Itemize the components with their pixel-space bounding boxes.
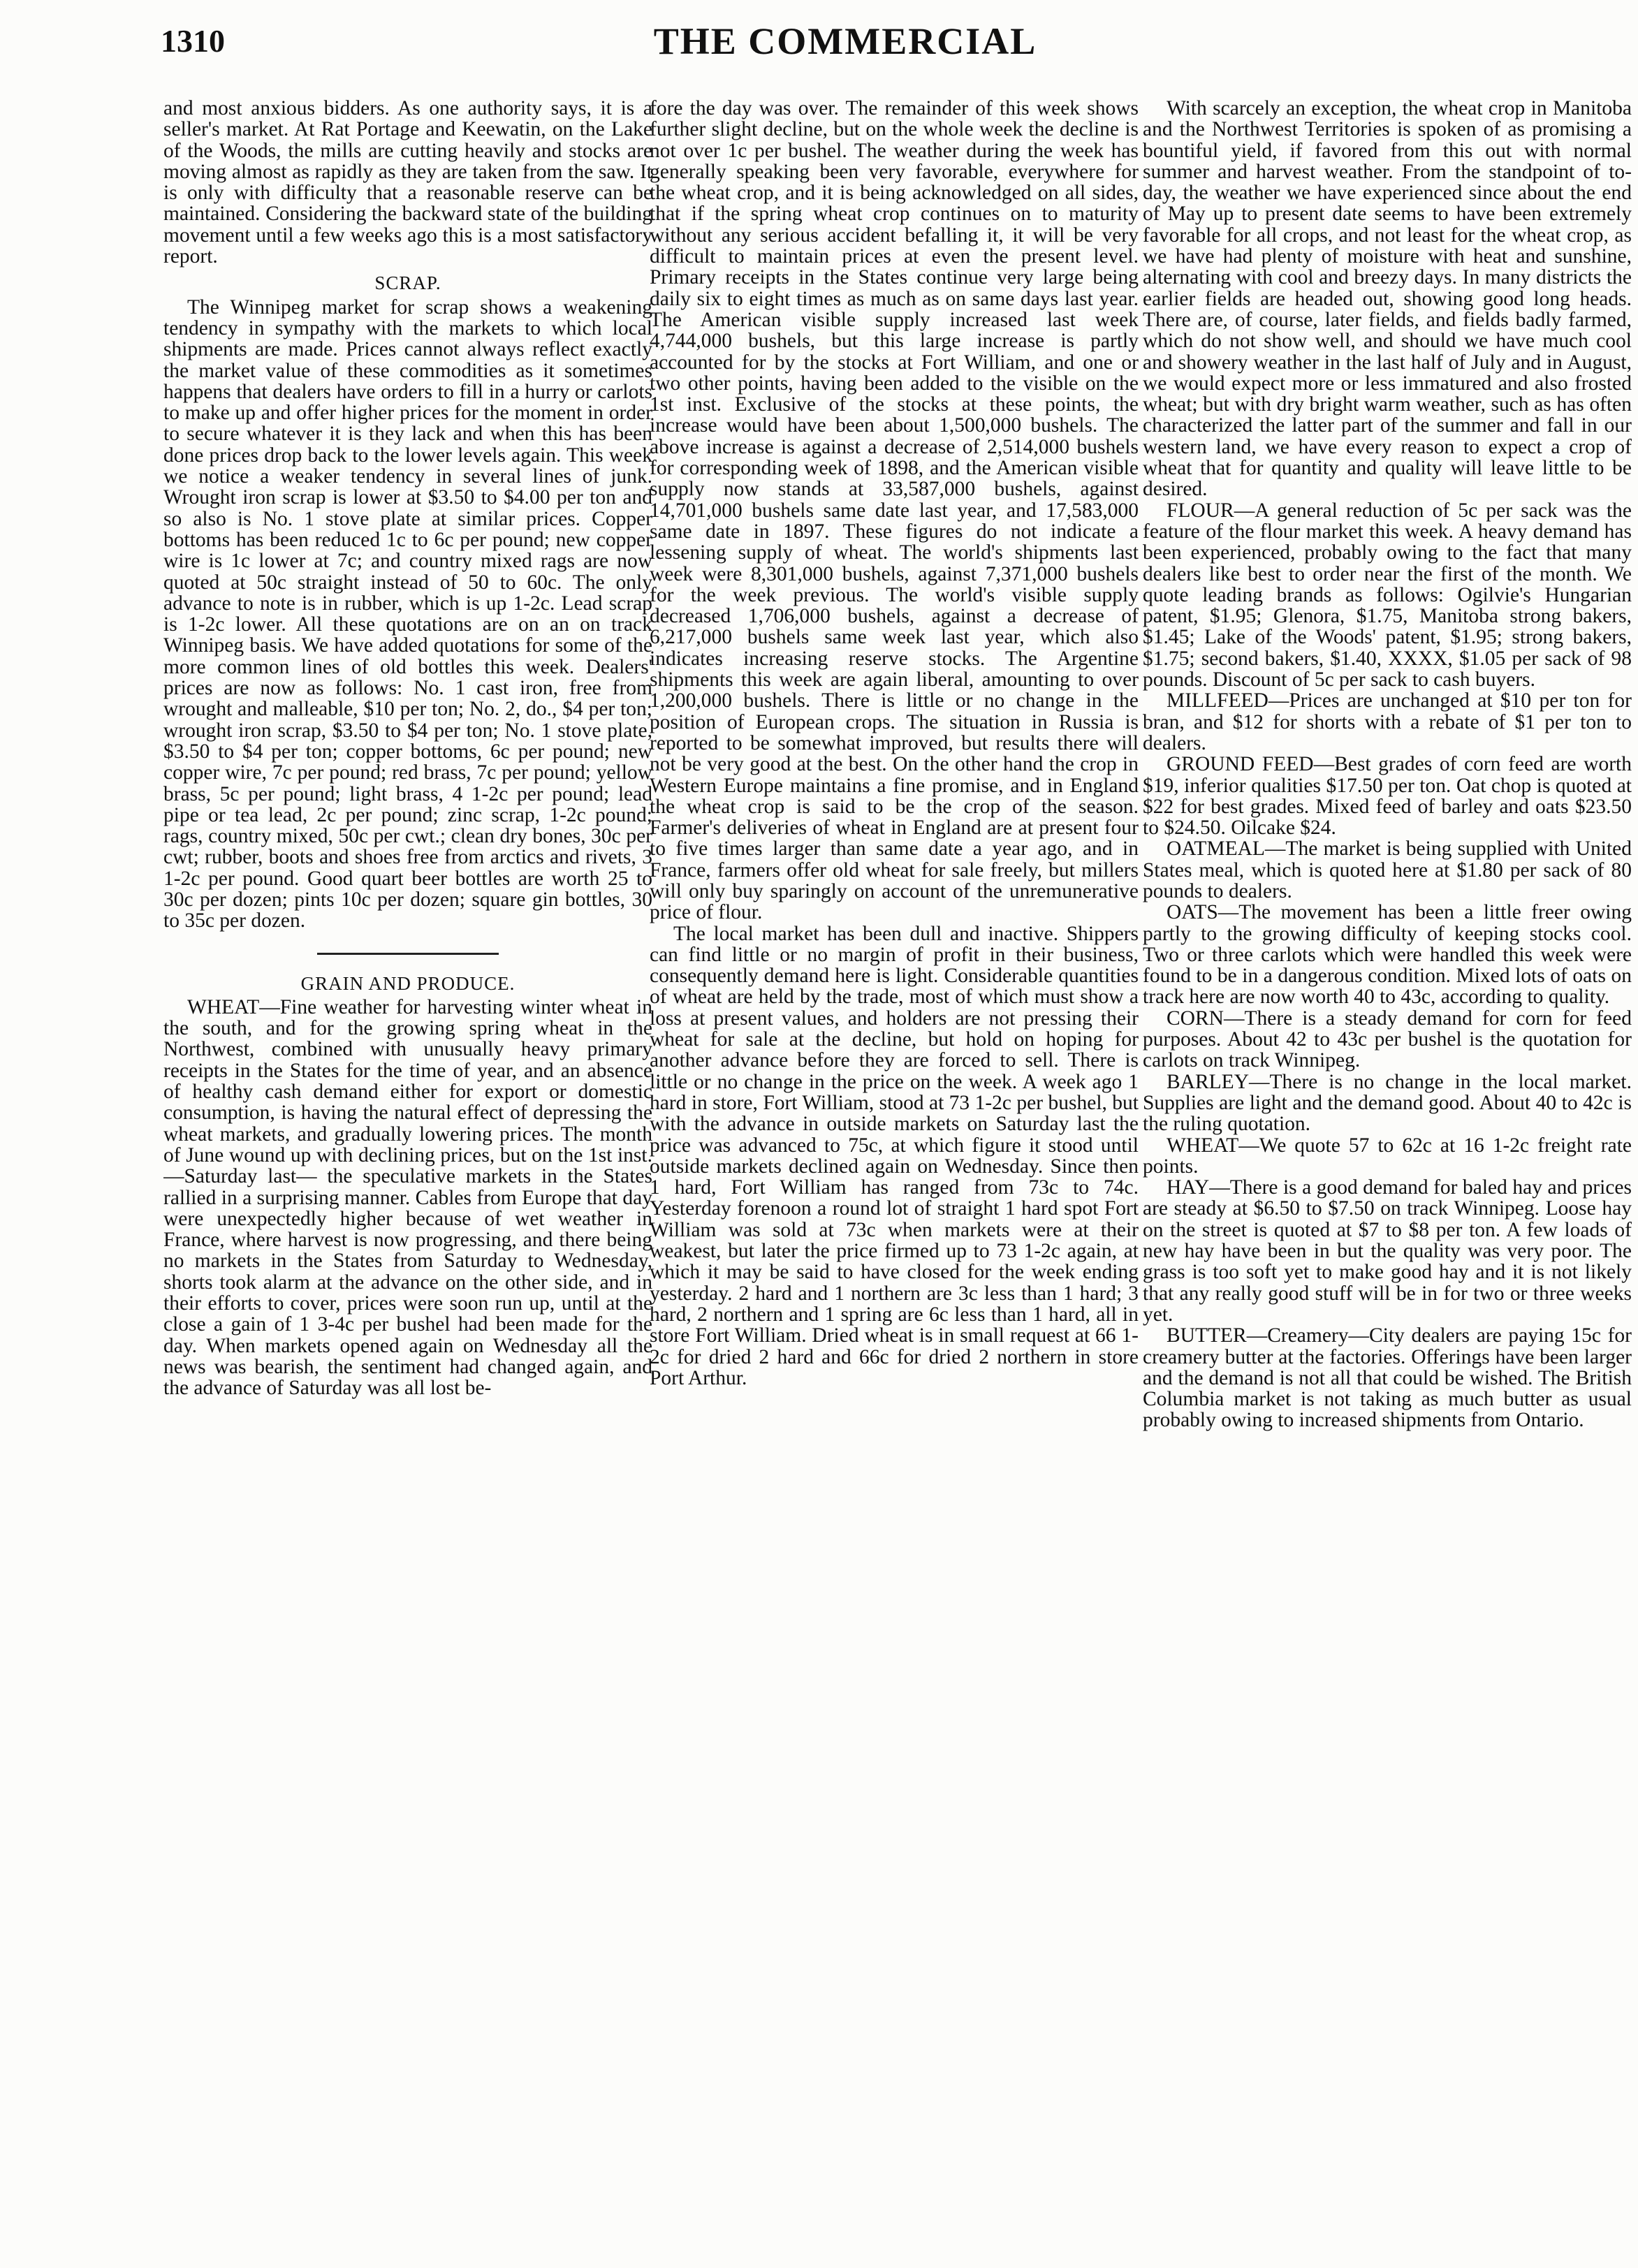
oatmeal-paragraph: OATMEAL—The market is being supplied with United States meal, which is quoted here at $1.80 per sack of 80 pounds to dealers. bbox=[1143, 837, 1632, 902]
section-divider bbox=[317, 953, 499, 955]
local-market-paragraph: The local market has been dull and inactive. Shippers can find little or no margin of profit in their business, consequently demand here is light. Considerable quantities of wheat are held by the trade, most of which must show a loss at present values, and holders are not pressing their wheat for sale at the decline, but hold on hoping for another advance before they are forced to sell. There is little or no change in the price on the week. A week ago 1 hard in store, Fort William, stood at 73 1-2c per bushel, but with the advance in outside markets on Saturday last the price was advanced to 75c, at which figure it stood until outside markets declined again on Wednesday. Since then 1 hard, Fort William has ranged from 73c to 74c. Yesterday forenoon a round lot of straight 1 hard spot Fort William was sold at 73c when markets were at their weakest, but later the price firmed up to 73 1-2c again, at which it may be said to have closed for the week ending yesterday. 2 hard and 1 northern are 3c less than 1 hard; 3 hard, 2 northern and 1 spring are 6c less than 1 hard, all in store Fort William. Dried wheat is in small request at 66 1-2c for dried 2 hard and 66c for dried 2 northern in store Port Arthur. bbox=[650, 922, 1139, 1389]
lumber-continuation-paragraph: and most anxious bidders. As one authority says, it is a seller's market. At Rat Portage and Keewatin, on the Lake of the Woods, the mills are cutting heavily and stocks are moving almost as rapidly as they are taken from the saw. It is only with difficulty that a reasonable reserve can be maintained. Considering the backward state of the building movement until a few weeks ago this is a most satisfactory report. bbox=[163, 98, 652, 268]
barley-paragraph: BARLEY—There is no change in the local market. Supplies are light and the demand good. About 40 to 42c is the ruling quotation. bbox=[1143, 1070, 1632, 1136]
millfeed-paragraph: MILLFEED—Prices are unchanged at $10 per ton for bran, and $12 for shorts with a rebate of $1 per ton to dealers. bbox=[1143, 689, 1632, 754]
scrap-heading: SCRAP. bbox=[374, 272, 441, 294]
scrap-paragraph: The Winnipeg market for scrap shows a weakening tendency in sympathy with the markets to which local shipments are made. Prices cannot always reflect exactly the market value of these commodities as it sometimes happens that dealers have orders to fill in a hurry or carlots to make up and offer higher prices for the moment in order to secure whatever it is they lack and when this has been done prices drop back to the lower levels again. This week we notice a weaker tendency in several lines of junk. Wrought iron scrap is lower at $3.50 to $4.00 per ton and so also is No. 1 stove plate at similar prices. Copper bottoms has been reduced 1c to 6c per pound; new copper wire is 1c lower at 7c; and country mixed rags are now quoted at 50c straight instead of 50 to 60c. The only advance to note is in rubber, which is up 1-2c. Lead scrap is 1-2c lower. All these quotations are on an on track Winnipeg basis. We have added quotations for some of the more common lines of old bottles this week. Dealers' prices are now as follows: No. 1 cast iron, free from wrought and malleable, $10 per ton; No. 2, do., $4 per ton; wrought iron scrap, $3.50 to $4 per ton; No. 1 stove plate, $3.50 to $4 per ton; copper bottoms, 6c per pound; new copper wire, 7c per pound; red brass, 7c per pound; yellow brass, 5c per pound; light brass, 4 1-2c per pound; lead pipe or tea lead, 2c per pound; zinc scrap, 1-2c pound; rags, country mixed, 50c per cwt.; clean dry bones, 30c per cwt; rubber, boots and shoes free from arctics and rivets, 3 1-2c per pound. Good quart beer bottles are worth 25 to 30c per dozen; pints 10c per dozen; square gin bottles, 30 to 35c per dozen. bbox=[163, 295, 652, 932]
flour-paragraph: FLOUR—A general reduction of 5c per sack was the feature of the flour market this week. A heavy demand has been experienced, probably owing to the fact that many dealers like best to order near the first of the month. We quote leading brands as follows: Ogilvie's Hungarian patent, $1.95; Glenora, $1.75, Manitoba strong bakers, $1.45; Lake of the Woods' patent, $1.95; strong bakers, $1.75; second bakers, $1.40, XXXX, $1.05 per sack of 98 pounds. Discount of 5c per sack to cash buyers. bbox=[1143, 499, 1632, 692]
page-number: 1310 bbox=[161, 23, 225, 59]
hay-paragraph: HAY—There is a good demand for baled hay and prices are steady at $6.50 to $7.50 on track Winnipeg. Loose hay on the street is quoted at $7 to $8 per ton. A few loads of new hay have been in but the quality was very poor. The grass is too soft yet to make good hay and it is not likely that any really good stuff will be in for two or three weeks yet. bbox=[1143, 1176, 1632, 1326]
butter-paragraph: BUTTER—Creamery—City dealers are paying 15c for creamery butter at the factories. Offerings have been larger and the demand is not all that could be wished. The British Columbia market is not taking as much butter as usual probably owing to increased shipments from Ontario. bbox=[1143, 1324, 1632, 1432]
crop-outlook-paragraph: With scarcely an exception, the wheat crop in Manitoba and the Northwest Territories is spoken of as promising a bountiful yield, if favored from this out with normal summer and harvest weather. From the standpoint of to-day, the weather we have experienced since about the end of May up to present date seems to have been extremely favorable for all crops, and not least for the wheat crop, as we have had plenty of moisture with heat and sunshine, alternating with cool and breezy days. In many districts the earlier fields are headed out, showing good long heads. There are, of course, later fields, and fields badly farmed, which do not show well, and should we have much cool and showery weather in the last half of July and in August, we would expect more or less immatured and also frosted wheat; but with dry bright warm weather, such as has often characterized the latter part of the summer and fall in our western land, we have every reason to expect a crop of wheat that for quantity and quality will leave little to be desired. bbox=[1143, 98, 1632, 501]
oats-paragraph: OATS—The movement has been a little freer owing partly to the growing difficulty of keeping stocks cool. Two or three carlots which were handled this week were found to be in a dangerous condition. Mixed lots of oats on track here are now worth 40 to 43c, according to quality. bbox=[1143, 901, 1632, 1009]
corn-paragraph: CORN—There is a steady demand for corn for feed purposes. About 42 to 43c per bushel is the quotation for carlots on track Winnipeg. bbox=[1143, 1007, 1632, 1072]
wheat-paragraph: WHEAT—Fine weather for harvesting winter wheat in the south, and for the growing spring wheat in the Northwest, combined with unusually heavy primary receipts in the States for the time of year, and an absence of healthy cash demand either for export or domestic consumption, is having the natural effect of depressing the wheat markets, and gradually lowering prices. The month of June wound up with declining prices, but on the 1st inst.—Saturday last— the speculative markets in the States rallied in a surprising manner. Cables from Europe that day were unexpectedly higher because of wet weather in France, where harvest is now progressing, and there being no markets in the States from Saturday to Wednesday, shorts took alarm at the advance on the other side, and in their efforts to cover, prices were soon run up, until at the close a gain of 1 3-4c per bushel had been made for the day. When markets opened again on Wednesday all the news was bearish, the sentiment had changed again, and the advance of Saturday was all lost be- bbox=[163, 995, 652, 1400]
masthead bbox=[161, 20, 1530, 71]
column-1 bbox=[163, 98, 652, 2256]
wheat-quote-paragraph: WHEAT—We quote 57 to 62c at 16 1-2c freight rate points. bbox=[1143, 1134, 1632, 1178]
column-3 bbox=[1143, 98, 1632, 2256]
paper-title: THE COMMERCIAL bbox=[653, 20, 1037, 62]
ground-feed-paragraph: GROUND FEED—Best grades of corn feed are worth $19, inferior qualities $17.50 per ton. Oat chop is quoted at $22 for best grades. Mixed feed of barley and oats $23.50 to $24.50. Oilcake $24. bbox=[1143, 753, 1632, 840]
grain-produce-heading: GRAIN AND PRODUCE. bbox=[300, 972, 515, 994]
wheat-continuation-paragraph: fore the day was over. The remainder of this week shows further slight decline, but on the whole week the decline is not over 1c per bushel. The weather during the week has generally speaking been very favorable, everywhere for the wheat crop, and it is being acknowledged on all sides, that if the spring wheat crop continues on to maturity without any serious accident befalling it, it will be very difficult to maintain prices at even the present level. Primary receipts in the States continue very large being daily six to eight times as much as on same days last year. The American visible supply increased last week 4,744,000 bushels, but this large increase is partly accounted for by the stocks at Fort William, and one or two other points, having been added to the visible on the 1st inst. Exclusive of the stocks at these points, the increase would have been about 1,500,000 bushels. The above increase is against a decrease of 2,514,000 bushels for corresponding week of 1898, and the American visible supply now stands at 33,587,000 bushels, against 14,701,000 bushels same date last year, and 17,583,000 same date in 1897. These figures do not indicate a lessening supply of wheat. The world's shipments last week were 8,301,000 bushels, against 7,371,000 bushels for the week previous. The world's visible supply decreased 1,706,000 bushels, against a decrease of 6,217,000 bushels same week last year, which also indicates increasing reserve stocks. The Argentine shipments this week are again liberal, amounting to over 1,200,000 bushels. There is little or no change in the position of European crops. The situation in Russia is reported to be somewhat improved, but results there will not be very good at the best. On the other hand the crop in Western Europe maintains a fine promise, and in England the wheat crop is said to be the crop of the season. Farmer's deliveries of wheat in England are at present four to five times larger than same date a year ago, and in France, farmers offer old wheat for sale freely, but millers will only buy sparingly on account of the unremunerative price of flour. bbox=[650, 98, 1139, 924]
column-2 bbox=[650, 98, 1139, 2256]
